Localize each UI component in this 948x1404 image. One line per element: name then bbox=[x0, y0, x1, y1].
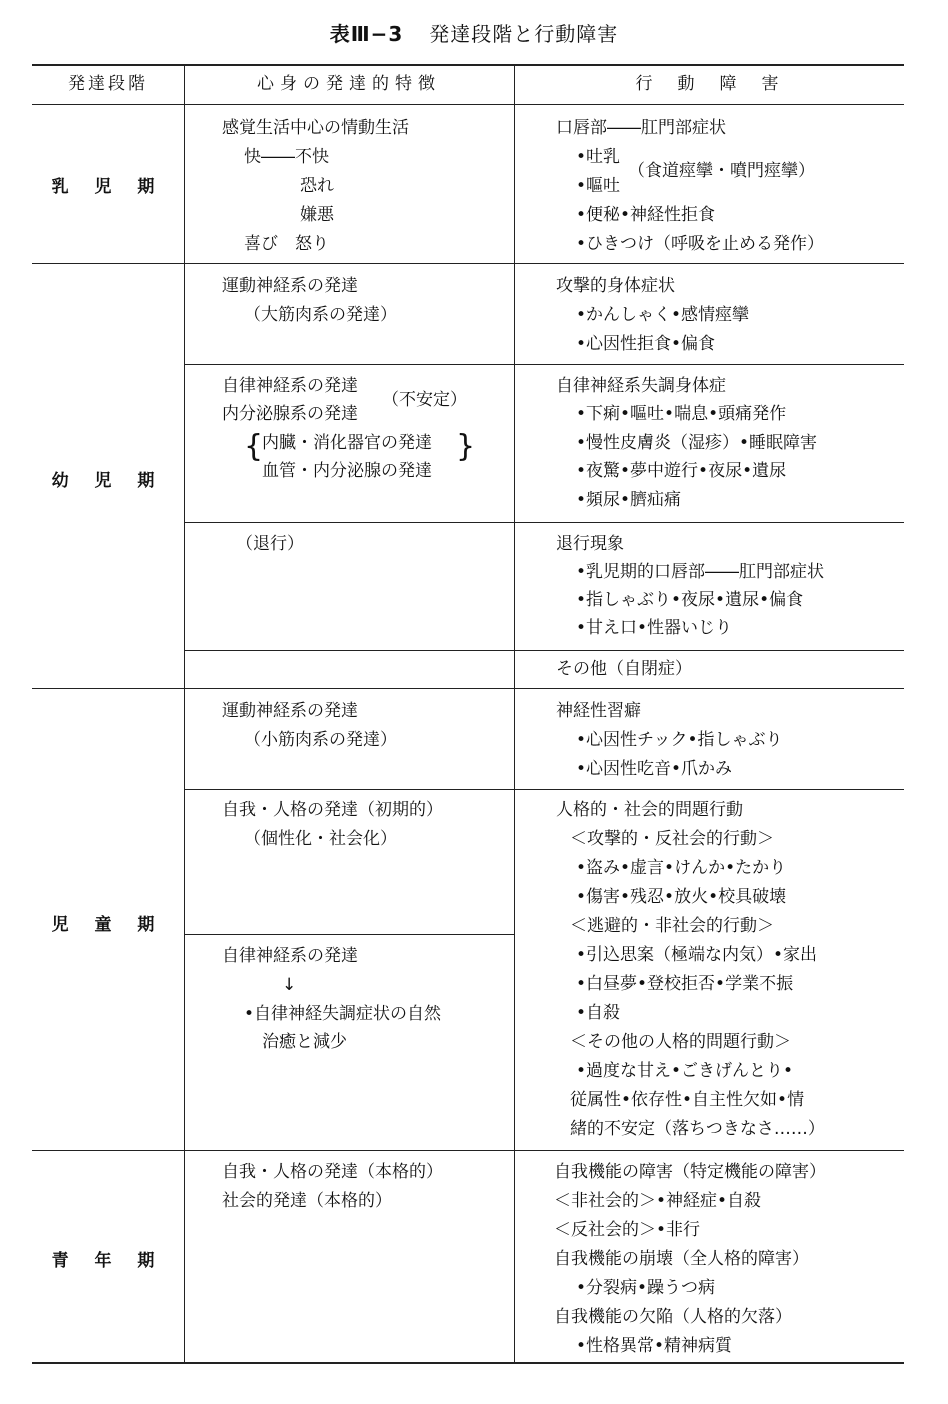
stage-child: 児 童 期 bbox=[51, 915, 165, 935]
infant-dis-item-note: （食道痙攣・噴門痙攣） bbox=[628, 161, 815, 181]
infant-dis-heading: 口唇部――肛門部症状 bbox=[556, 118, 726, 138]
infant-dis-item: •嘔吐 bbox=[576, 176, 621, 196]
child-r1-dev: 運動神経系の発達 bbox=[222, 701, 358, 721]
rule-toddler-end bbox=[32, 688, 904, 689]
adolescent-dis: ＜反社会的＞•非行 bbox=[554, 1220, 701, 1240]
toddler-r2-dis: •下痢•嘔吐•喘息•頭痛発作 bbox=[576, 404, 787, 424]
toddler-r2-dev: 血管・内分泌腺の発達 bbox=[262, 461, 432, 481]
toddler-r1-dis: •心因性拒食•偏食 bbox=[576, 334, 716, 354]
child-dis: 緒的不安定（落ちつきなさ……） bbox=[570, 1119, 825, 1139]
toddler-r3-dis: •乳児期的口唇部――肛門部症状 bbox=[576, 562, 825, 582]
rule-infant-end bbox=[32, 263, 904, 264]
child-r2-dev: （個性化・社会化） bbox=[244, 829, 397, 849]
toddler-r2-dev: 自律神経系の発達 bbox=[222, 376, 358, 396]
child-r3-dev-arrow: ↓ bbox=[282, 975, 297, 995]
infant-dev-line: 感覚生活中心の情動生活 bbox=[222, 118, 409, 138]
child-r1-dis: 神経性習癖 bbox=[556, 701, 641, 721]
adolescent-dis: 自我機能の障害（特定機能の障害） bbox=[554, 1162, 826, 1182]
child-dis: ＜逃避的・非社会的行動＞ bbox=[570, 916, 774, 936]
header-disorders: 行 動 障 害 bbox=[635, 74, 783, 94]
infant-dev-line: 嫌悪 bbox=[300, 205, 334, 225]
adolescent-dev: 社会的発達（本格的） bbox=[222, 1191, 392, 1211]
adolescent-dis: •性格異常•精神病質 bbox=[576, 1336, 733, 1356]
brace-left: { bbox=[244, 429, 264, 464]
child-dis: •盗み•虚言•けんか•たかり bbox=[576, 858, 787, 878]
toddler-r3-dev: （退行） bbox=[236, 534, 304, 554]
rule-header bbox=[32, 104, 904, 105]
child-r1-dev: （小筋肉系の発達） bbox=[244, 730, 397, 750]
child-r1-dis: •心因性チック•指しゃぶり bbox=[576, 730, 783, 750]
rule-child-2 bbox=[184, 934, 514, 935]
child-dis: •自殺 bbox=[576, 1003, 621, 1023]
toddler-r2-dis: •頻尿•臍疝痛 bbox=[576, 490, 682, 510]
toddler-r2-dis: •夜驚•夢中遊行•夜尿•遺尿 bbox=[576, 461, 787, 481]
rule-child-end bbox=[32, 1150, 904, 1151]
adolescent-dis: ＜非社会的＞•神経症•自殺 bbox=[554, 1191, 762, 1211]
infant-dev-line: 恐れ bbox=[300, 176, 334, 196]
adolescent-dis: 自我機能の崩壊（全人格的障害） bbox=[554, 1249, 809, 1269]
toddler-r2-dis: •慢性皮膚炎（湿疹）•睡眠障害 bbox=[576, 433, 818, 453]
child-r1-dis: •心因性吃音•爪かみ bbox=[576, 759, 733, 779]
child-dis: •白昼夢•登校拒否•学業不振 bbox=[576, 974, 794, 994]
infant-dis-item: •ひきつけ（呼吸を止める発作） bbox=[576, 234, 825, 254]
adolescent-dev: 自我・人格の発達（本格的） bbox=[222, 1162, 443, 1182]
toddler-r2-dev: 内分泌腺系の発達 bbox=[222, 404, 358, 424]
toddler-r3-dis: •指しゃぶり•夜尿•遺尿•偏食 bbox=[576, 590, 804, 610]
child-dis: •傷害•残忍•放火•校具破壊 bbox=[576, 887, 787, 907]
stage-toddler: 幼 児 期 bbox=[51, 471, 165, 491]
toddler-r2-dev-note: （不安定） bbox=[382, 390, 467, 410]
infant-dev-line: 喜び 怒り bbox=[244, 234, 329, 254]
adolescent-dis: 自我機能の欠陥（人格的欠落） bbox=[554, 1307, 792, 1327]
col-divider-1 bbox=[184, 64, 185, 1363]
rule-toddler-2 bbox=[184, 522, 904, 523]
child-dis: •引込思案（極端な内気）•家出 bbox=[576, 945, 818, 965]
col-divider-2 bbox=[514, 64, 515, 1363]
header-development: 心身の発達的特徴 bbox=[257, 74, 441, 94]
rule-toddler-3 bbox=[184, 650, 904, 651]
toddler-r1-dev: 運動神経系の発達 bbox=[222, 276, 358, 296]
infant-dis-item: •吐乳 bbox=[576, 147, 621, 167]
toddler-r1-dis: 攻撃的身体症状 bbox=[556, 276, 675, 296]
toddler-r1-dis: •かんしゃく•感情痙攣 bbox=[576, 305, 750, 325]
adolescent-dis: •分裂病•躁うつ病 bbox=[576, 1278, 716, 1298]
rule-bottom bbox=[32, 1362, 904, 1364]
stage-infant: 乳 児 期 bbox=[51, 177, 165, 197]
child-dis: 従属性•依存性•自主性欠如•情 bbox=[570, 1090, 805, 1110]
toddler-r3-dis: •甘え口•性器いじり bbox=[576, 618, 733, 638]
toddler-r2-dis: 自律神経系失調身体症 bbox=[556, 376, 726, 396]
child-r3-dev: 自律神経系の発達 bbox=[222, 946, 358, 966]
toddler-r1-dev: （大筋肉系の発達） bbox=[244, 305, 397, 325]
child-r3-dev: 治癒と減少 bbox=[262, 1032, 347, 1052]
stage-adolescent: 青 年 期 bbox=[51, 1251, 165, 1271]
child-dis: ＜その他の人格的問題行動＞ bbox=[570, 1032, 791, 1052]
table-title bbox=[0, 18, 948, 47]
child-dis: 人格的・社会的問題行動 bbox=[556, 800, 743, 820]
table-number: 表Ⅲ−3 bbox=[329, 22, 404, 46]
child-r2-dev: 自我・人格の発達（初期的） bbox=[222, 800, 443, 820]
header-stage: 発達段階 bbox=[68, 74, 148, 94]
table-caption: 発達段階と行動障害 bbox=[429, 22, 619, 46]
child-dis: •過度な甘え•ごきげんとり• bbox=[576, 1061, 794, 1081]
child-dis: ＜攻撃的・反社会的行動＞ bbox=[570, 829, 774, 849]
child-r3-dev: •自律神経失調症状の自然 bbox=[244, 1004, 442, 1024]
toddler-r3-dis: 退行現象 bbox=[556, 534, 624, 554]
toddler-r2-dev: 内臓・消化器官の発達 bbox=[262, 433, 432, 453]
brace-right: } bbox=[456, 429, 476, 464]
rule-toddler-1 bbox=[184, 364, 904, 365]
rule-child-1 bbox=[184, 789, 904, 790]
infant-dev-line: 快――不快 bbox=[244, 147, 329, 167]
infant-dis-item: •便秘•神経性拒食 bbox=[576, 205, 716, 225]
toddler-r4-dis: その他（自閉症） bbox=[556, 659, 692, 679]
